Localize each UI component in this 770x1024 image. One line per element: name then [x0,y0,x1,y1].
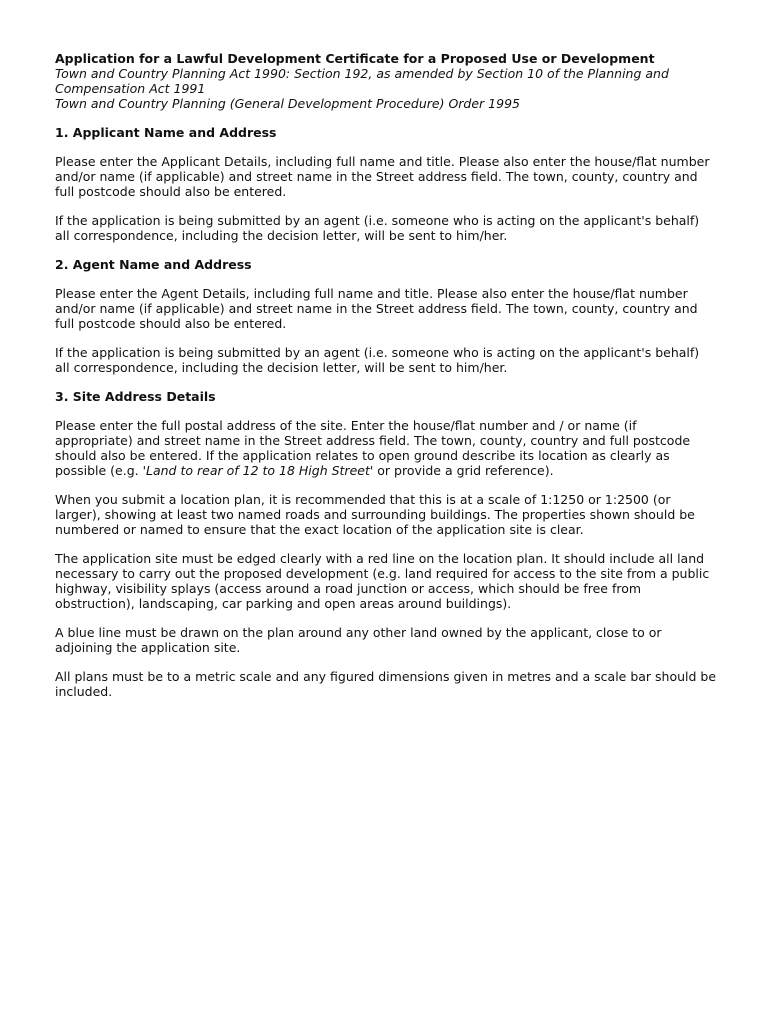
paragraph-text: or provide a grid reference). [373,463,554,478]
paragraph: When you submit a location plan, it is recommended that this is at a scale of 1:1250 or 1:2500 (or larger), showing at least two named roads and surrounding buildings. The properties shown should be numbered or named to ensure that the exact location of the application site is clear. [55,492,695,537]
paragraph: The application site must be edged clearly with a red line on the location plan. It should include all land necessary to carry out the proposed development (e.g. land required for access to the site from a public highway, visibility splays (access around a road junction or access, which should be free from obstruction), landscaping, car parking and open areas around buildings). [55,551,710,611]
legislation-reference: Town and Country Planning Act 1990: Section 192, as amended by Section 10 of the Planning and [55,66,669,81]
document-page [55,51,717,699]
paragraph: A blue line must be drawn on the plan around any other land owned by the applicant, close to or adjoining the application site. [55,625,662,655]
example-location-text: 'Land to rear of 12 to 18 High Street' [142,463,374,478]
paragraph: Please enter the Agent Details, including full name and title. Please also enter the house/flat number and/or name (if applicable) and street name in the Street address field. The town, county, country and full postcode should also be entered. [55,286,698,331]
paragraph: If the application is being submitted by an agent (i.e. someone who is acting on the applicant's behalf) all correspondence, including the decision letter, will be sent to him/her. [55,345,700,375]
legislation-reference: Compensation Act 1991 [55,81,206,96]
section-heading: 3. Site Address Details [55,389,216,404]
document-title: Application for a Lawful Development Certificate for a Proposed Use or Development [55,51,655,66]
section-site-address-details [55,389,717,699]
section-heading: 2. Agent Name and Address [55,257,252,272]
legislation-reference: Town and Country Planning (General Development Procedure) Order 1995 [55,96,520,111]
document-header [55,51,717,111]
paragraph [55,418,717,478]
paragraph: All plans must be to a metric scale and any figured dimensions given in metres and a scale bar should be included. [55,669,717,699]
section-applicant-name-and-address [55,125,717,243]
section-agent-name-and-address [55,257,717,375]
paragraph: Please enter the Applicant Details, including full name and title. Please also enter the house/flat number and/or name (if applicable) and street name in the Street address field. The town, county, country and full postcode should also be entered. [55,154,710,199]
paragraph: If the application is being submitted by an agent (i.e. someone who is acting on the applicant's behalf) all correspondence, including the decision letter, will be sent to him/her. [55,213,700,243]
section-heading: 1. Applicant Name and Address [55,125,277,140]
paragraph-text: Please enter the full postal address of the site. Enter the house/flat number and / or name (if appropriate) and street name in the Street address field. The town, county, country and full postcode should also be entered. If the application relates to open ground describe its location as clearly as possible (e.g. [55,418,691,478]
